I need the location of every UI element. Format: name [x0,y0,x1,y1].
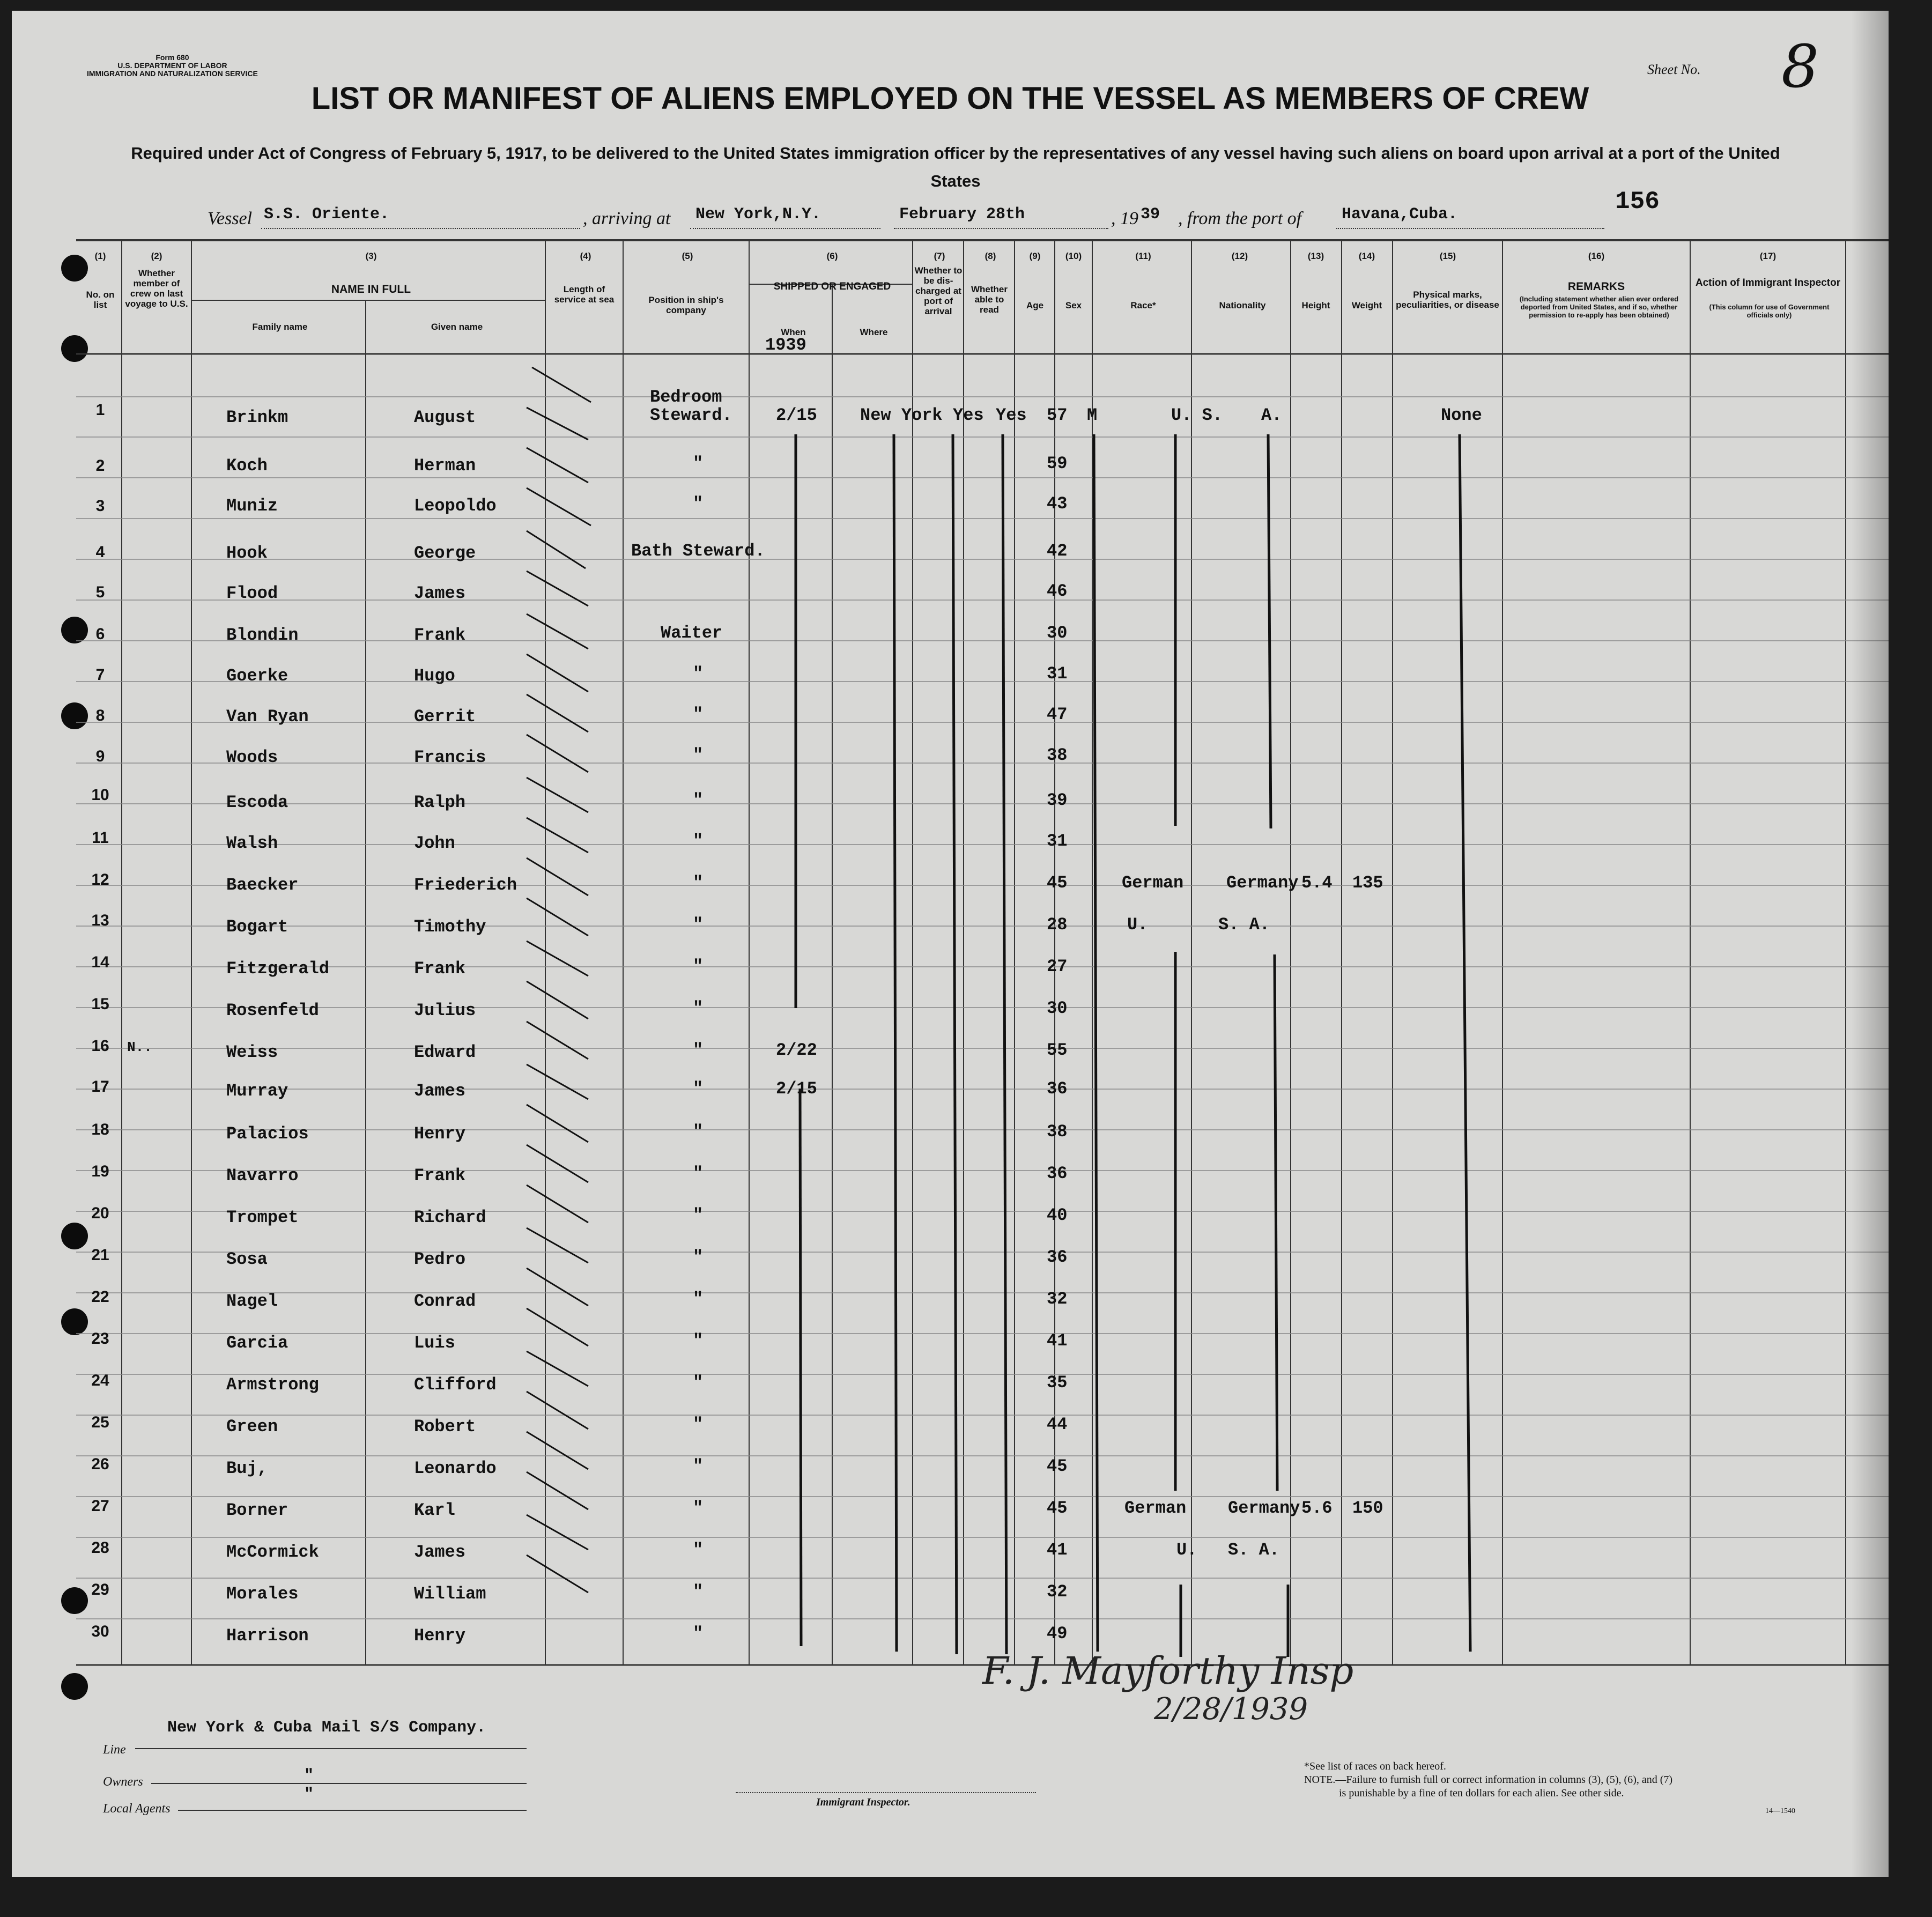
given-name: Conrad [414,1291,476,1311]
col13-num: (13) [1307,251,1324,261]
race: U. [1127,915,1148,935]
race: U. S. [1171,405,1223,425]
family-name: Fitzgerald [226,959,330,979]
page-subtitle: Required under Act of Congress of February 5, 1917, to be delivered to the United States immigration officer by the representatives of any vessel having such aliens on board upon arrival at a port of the United States [131,144,1780,190]
age: 35 [1047,1373,1068,1393]
col6-when: When [781,327,806,337]
row-no: 23 [91,1330,109,1348]
col8-num: (8) [984,251,996,261]
position: " [693,790,704,810]
row-no: 11 [92,829,109,847]
family-name: Koch [226,456,268,476]
arrival-date: February 28th [899,205,1025,224]
row-no: 14 [91,953,109,971]
position: " [693,1205,704,1225]
row-no: 28 [91,1539,109,1557]
position: " [693,494,704,514]
age: 45 [1047,1456,1068,1476]
family-name: Van Ryan [226,707,309,727]
family-name: Garcia [226,1333,288,1353]
col5-num: (5) [682,251,693,261]
family-name: Murray [226,1081,288,1101]
given-name: Frank [414,625,466,645]
age: 44 [1047,1415,1068,1434]
given-name: Luis [414,1333,455,1353]
given-name: Karl [414,1500,455,1520]
col17-note: (This column for use of Government officials only) [1709,303,1830,319]
col12-num: (12) [1231,251,1248,261]
shipped-where: New York [860,405,943,425]
family-name: Hook [226,543,268,563]
age: 27 [1047,957,1068,976]
col13-header: Height [1301,300,1330,310]
col9-num: (9) [1029,251,1041,261]
given-name: Friederich [414,875,517,895]
local-agents-value: " [304,1786,314,1804]
position: " [693,745,704,765]
family-name: Morales [226,1584,299,1604]
age: 38 [1047,745,1068,765]
position: " [693,957,704,976]
arriving-label: , arriving at [583,209,671,228]
row-no: 9 [95,747,105,765]
position: " [693,1122,704,1142]
col16-num: (16) [1588,251,1605,261]
given-name: James [414,1542,466,1562]
age: 31 [1047,831,1068,851]
family-name: Borner [226,1500,288,1520]
col14-num: (14) [1358,251,1375,261]
position: " [693,1498,704,1518]
row-no: 6 [95,625,105,643]
col3-num: (3) [365,251,377,261]
age: 41 [1047,1331,1068,1351]
row-no: 8 [95,707,105,724]
given-name: Gerrit [414,707,476,727]
family-name: Buj, [226,1459,268,1478]
position: " [693,1582,704,1602]
given-name: Timothy [414,917,486,937]
age: 36 [1047,1079,1068,1099]
position: " [693,1456,704,1476]
col6-where: Where [860,327,888,337]
row-no: 1 [95,401,105,419]
vessel-name: S.S. Oriente. [264,205,390,224]
family-name: Escoda [226,793,288,812]
col11-header: Race* [1130,300,1156,310]
from-port-label: , from the port of [1178,209,1302,228]
given-name: Edward [414,1042,476,1062]
position: " [693,1540,704,1560]
row-no: 24 [91,1372,109,1389]
row-no: 7 [95,666,105,684]
age: 38 [1047,1122,1068,1142]
age: 28 [1047,915,1068,935]
page-title: LIST OR MANIFEST OF ALIENS EMPLOYED ON THE VESSEL AS MEMBERS OF CREW [311,81,1589,116]
form-code: 14—1540 [1765,1807,1795,1815]
inspector-label: Immigrant Inspector. [816,1796,911,1808]
given-name: Leopoldo [414,496,497,516]
crew-member-last-voyage: N.. [127,1039,152,1055]
age: 41 [1047,1540,1068,1560]
row-no: 19 [91,1163,109,1180]
position: " [693,1289,704,1309]
row-no: 15 [91,995,109,1013]
age: 32 [1047,1289,1068,1309]
col11-num: (11) [1135,251,1151,261]
col5-header: Position in ship's company [648,295,724,315]
given-name: William [414,1584,486,1604]
race: German [1124,1498,1187,1518]
position: " [693,454,704,473]
given-name: Leonardo [414,1459,497,1478]
row-no: 21 [91,1246,109,1264]
line-value: New York & Cuba Mail S/S Company. [167,1719,486,1737]
position: " [693,664,704,684]
age: 45 [1047,873,1068,893]
col7-header: Whether to be dis-charged at port of arrival [914,265,963,316]
given-name: Clifford [414,1375,497,1395]
given-name: George [414,543,476,563]
family-name: Rosenfeld [226,1001,319,1020]
manifest-sheet [12,11,1889,1877]
position: Waiter [661,623,723,643]
family-name: Flood [226,583,278,603]
age: 31 [1047,664,1068,684]
position: " [693,1373,704,1393]
family-name: Weiss [226,1042,278,1062]
given-name: Robert [414,1417,476,1437]
race: German [1122,873,1184,893]
shipped-when: 2/22 [776,1040,817,1060]
row-no: 13 [91,912,109,929]
col4-num: (4) [580,251,591,261]
age: 49 [1047,1624,1068,1644]
position: " [693,998,704,1018]
position: Bedroom Steward. [650,387,732,425]
family-name: Armstrong [226,1375,319,1395]
height: 5.4 [1301,873,1333,893]
age: 42 [1047,541,1068,561]
age: 43 [1047,494,1068,514]
given-name: August [414,408,476,427]
age: 45 [1047,1498,1068,1518]
col15-num: (15) [1439,251,1456,261]
age: 40 [1047,1205,1068,1225]
position: " [693,1040,704,1060]
row-no: 16 [91,1037,109,1055]
able-to-read: Yes [996,405,1027,425]
height: 5.6 [1301,1498,1333,1518]
row-no: 2 [95,457,105,475]
col17-num: (17) [1759,251,1776,261]
row-no: 25 [91,1413,109,1431]
position: Bath Steward. [631,541,765,561]
sex: M [1087,405,1098,425]
family-name: Sosa [226,1249,268,1269]
given-name: Richard [414,1208,486,1227]
given-name: James [414,1081,466,1101]
family-name: Brinkm [226,408,288,427]
age: 47 [1047,705,1068,724]
given-name: Henry [414,1626,466,1646]
col8-header: Whether able to read [971,284,1008,315]
position: " [693,1247,704,1267]
col7-num: (7) [934,251,945,261]
age: 32 [1047,1582,1068,1602]
col17-header: Action of Immigrant Inspector [1695,277,1841,288]
position: " [693,1079,704,1099]
position: " [693,1624,704,1644]
family-name: Harrison [226,1626,309,1646]
discharged: Yes [953,405,984,425]
col9-header: Age [1026,300,1044,310]
year-suffix: 39 [1141,205,1160,224]
position: " [693,915,704,935]
family-name: Walsh [226,833,278,853]
col4-header: Length of service at sea [554,284,615,305]
position: " [693,705,704,724]
given-name: Francis [414,747,486,767]
family-name: Nagel [226,1291,278,1311]
family-name: McCormick [226,1542,319,1562]
race: U. [1176,1540,1197,1560]
age: 30 [1047,623,1068,643]
col10-num: (10) [1065,251,1082,261]
nationality: Germany [1228,1498,1300,1518]
nationality: S. A. [1228,1540,1280,1560]
form-header: Form 680 U.S. DEPARTMENT OF LABOR IMMIGRATION AND NATURALIZATION SERVICE [87,53,258,78]
col15-header: Physical marks, peculiarities, or disease [1396,290,1499,310]
family-name: Goerke [226,666,288,686]
age: 36 [1047,1164,1068,1183]
col12-header: Nationality [1219,300,1266,310]
col1-num: (1) [94,251,106,261]
given-name: Frank [414,1166,466,1186]
col3-given: Given name [431,322,483,332]
given-name: Frank [414,959,466,979]
col16-note: (Including statement whether alien ever ordered deported from United States, and if so, whether permission to re-apply has been obtained) [1519,295,1679,319]
nationality: Germany [1226,873,1299,893]
row-no: 27 [91,1497,109,1515]
given-name: Pedro [414,1249,466,1269]
position: " [693,1331,704,1351]
family-name: Palacios [226,1124,309,1144]
family-name: Muniz [226,496,278,516]
given-name: John [414,833,455,853]
age: 59 [1047,454,1068,473]
departure-port: Havana,Cuba. [1342,205,1458,224]
row-no: 12 [91,871,109,889]
shipped-when: 2/15 [776,1079,817,1099]
local-agents-label: Local Agents [103,1802,171,1816]
col6-num: (6) [826,251,838,261]
age: 57 [1047,405,1068,425]
family-name: Trompet [226,1208,299,1227]
row-no: 20 [91,1204,109,1222]
sheet-no-label: Sheet No. [1647,62,1701,77]
col3-header: NAME IN FULL [331,283,411,295]
position: " [693,873,704,893]
position: " [693,1164,704,1183]
line-label: Line [103,1743,126,1757]
given-name: Herman [414,456,476,476]
weight: 150 [1352,1498,1383,1518]
col16-header: REMARKS [1567,280,1625,293]
age: 36 [1047,1247,1068,1267]
shipped-when: 2/15 [776,405,817,425]
footnote: *See list of races on back hereof. NOTE.—Failure to furnish full or correct information in columns (3), (5), (6), and (7) is punishable by a fine of ten dollars for each alien. See other side. [1304,1760,1673,1799]
row-no: 29 [91,1581,109,1598]
col14-header: Weight [1351,300,1382,310]
row-no: 3 [95,497,105,515]
row-no: 18 [91,1121,109,1138]
row-no: 30 [91,1623,109,1640]
col10-header: Sex [1065,300,1082,310]
given-name: James [414,583,466,603]
row-no: 10 [91,786,109,804]
family-name: Woods [226,747,278,767]
row-no: 17 [91,1078,109,1096]
nationality: A. [1261,405,1282,425]
vessel-label: Vessel [208,209,253,228]
position: " [693,1415,704,1434]
age: 39 [1047,790,1068,810]
position: " [693,831,704,851]
row-no: 5 [95,583,105,601]
given-name: Julius [414,1001,476,1020]
family-name: Navarro [226,1166,299,1186]
manifest-number: 156 [1615,188,1660,216]
family-name: Baecker [226,875,299,895]
age: 30 [1047,998,1068,1018]
year-prefix: , 19 [1111,209,1138,228]
inspector-signature: F. J. Mayforthy Insp [982,1649,1354,1693]
col3-family: Family name [252,322,308,332]
col2-num: (2) [151,251,162,261]
family-name: Bogart [226,917,288,937]
inspector-signature-date: 2/28/1939 [1154,1692,1308,1727]
owners-label: Owners [103,1775,143,1789]
col1-header: No. on list [86,290,115,310]
col2-header: Whether member of crew on last voyage to U.S. [125,268,188,309]
weight: 135 [1352,873,1383,893]
given-name: Ralph [414,793,466,812]
row-no: 22 [91,1288,109,1306]
age: 55 [1047,1040,1068,1060]
family-name: Blondin [226,625,299,645]
family-name: Green [226,1417,278,1437]
owners-value: " [304,1767,314,1785]
row-no: 26 [91,1455,109,1473]
sheet-no-value: 8 [1781,32,1819,101]
age: 46 [1047,581,1068,601]
shipped-year: 1939 [765,335,806,355]
col6-header: SHIPPED OR ENGAGED [773,281,891,292]
given-name: Henry [414,1124,466,1144]
physical-marks: None [1441,405,1482,425]
arrival-port: New York,N.Y. [695,205,821,224]
given-name: Hugo [414,666,455,686]
row-no: 4 [95,543,105,561]
nationality: S. A. [1218,915,1270,935]
